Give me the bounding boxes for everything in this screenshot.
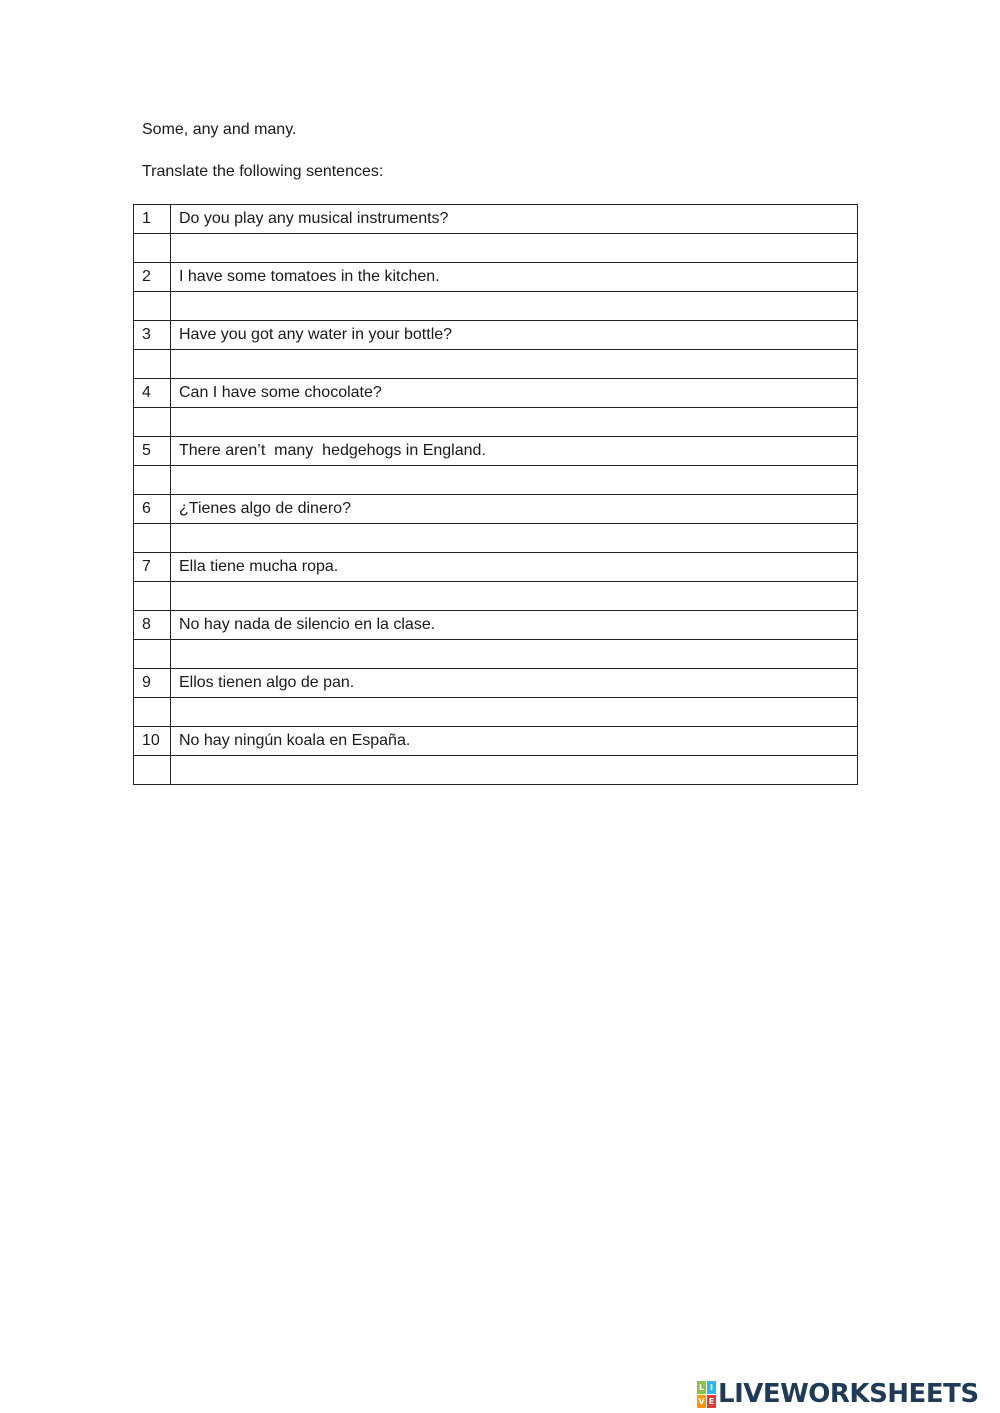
answer-input[interactable] <box>179 468 857 492</box>
question-row <box>134 495 858 524</box>
question-sentence: I have some tomatoes in the kitchen. <box>171 263 858 292</box>
question-row <box>134 669 858 698</box>
answer-number-cell <box>134 466 171 495</box>
answer-row <box>134 640 858 669</box>
answer-row <box>134 524 858 553</box>
logo-mark-letter: I <box>707 1381 716 1394</box>
logo-mark-letter: E <box>708 1396 715 1406</box>
worksheet-title: Some, any and many. <box>142 121 297 138</box>
question-number: 10 <box>134 727 171 756</box>
answer-input[interactable] <box>179 700 857 724</box>
answer-input[interactable] <box>179 642 857 666</box>
answer-number-cell <box>134 234 171 263</box>
answer-cell[interactable] <box>171 350 858 379</box>
answer-number-cell <box>134 582 171 611</box>
question-row <box>134 379 858 408</box>
answer-cell[interactable] <box>171 234 858 263</box>
answer-cell[interactable] <box>171 582 858 611</box>
answer-input[interactable] <box>179 584 857 608</box>
question-sentence: There aren’t many hedgehogs in England. <box>171 437 858 466</box>
answer-number-cell <box>134 640 171 669</box>
answer-row <box>134 698 858 727</box>
answer-row <box>134 408 858 437</box>
answer-cell[interactable] <box>171 640 858 669</box>
answer-row <box>134 582 858 611</box>
translation-table <box>133 204 858 785</box>
question-row <box>134 205 858 234</box>
question-sentence: Ella tiene mucha ropa. <box>171 553 858 582</box>
question-row <box>134 727 858 756</box>
answer-number-cell <box>134 698 171 727</box>
answer-row <box>134 756 858 785</box>
question-sentence: Have you got any water in your bottle? <box>171 321 858 350</box>
question-sentence: ¿Tienes algo de dinero? <box>171 495 858 524</box>
question-number: 8 <box>134 611 171 640</box>
question-row <box>134 437 858 466</box>
liveworksheets-logo <box>697 1378 979 1410</box>
answer-cell[interactable] <box>171 698 858 727</box>
question-row <box>134 321 858 350</box>
answer-cell[interactable] <box>171 466 858 495</box>
answer-number-cell <box>134 408 171 437</box>
question-number: 6 <box>134 495 171 524</box>
answer-number-cell <box>134 292 171 321</box>
question-number: 3 <box>134 321 171 350</box>
question-number: 4 <box>134 379 171 408</box>
answer-row <box>134 292 858 321</box>
question-number: 1 <box>134 205 171 234</box>
logo-mark-letter: L <box>698 1382 705 1392</box>
answer-cell[interactable] <box>171 408 858 437</box>
answer-row <box>134 350 858 379</box>
question-number: 2 <box>134 263 171 292</box>
question-number: 7 <box>134 553 171 582</box>
answer-input[interactable] <box>179 236 857 260</box>
question-number: 9 <box>134 669 171 698</box>
answer-number-cell <box>134 524 171 553</box>
answer-input[interactable] <box>179 526 857 550</box>
answer-row <box>134 466 858 495</box>
question-number: 5 <box>134 437 171 466</box>
answer-input[interactable] <box>179 410 857 434</box>
liveworksheets-logo-icon <box>697 1381 716 1408</box>
question-row <box>134 553 858 582</box>
answer-input[interactable] <box>179 352 857 376</box>
worksheet-instruction: Translate the following sentences: <box>142 163 384 180</box>
question-sentence: No hay nada de silencio en la clase. <box>171 611 858 640</box>
answer-number-cell <box>134 756 171 785</box>
logo-mark-letter: V <box>698 1396 705 1406</box>
logo-text: LIVEWORKSHEETS <box>718 1379 979 1409</box>
question-sentence: No hay ningún koala en España. <box>171 727 858 756</box>
answer-row <box>134 234 858 263</box>
question-sentence: Can I have some chocolate? <box>171 379 858 408</box>
question-row <box>134 611 858 640</box>
question-sentence: Do you play any musical instruments? <box>171 205 858 234</box>
answer-input[interactable] <box>179 294 857 318</box>
answer-cell[interactable] <box>171 524 858 553</box>
answer-cell[interactable] <box>171 756 858 785</box>
answer-number-cell <box>134 350 171 379</box>
question-sentence: Ellos tienen algo de pan. <box>171 669 858 698</box>
answer-input[interactable] <box>179 758 857 782</box>
question-row <box>134 263 858 292</box>
answer-cell[interactable] <box>171 292 858 321</box>
